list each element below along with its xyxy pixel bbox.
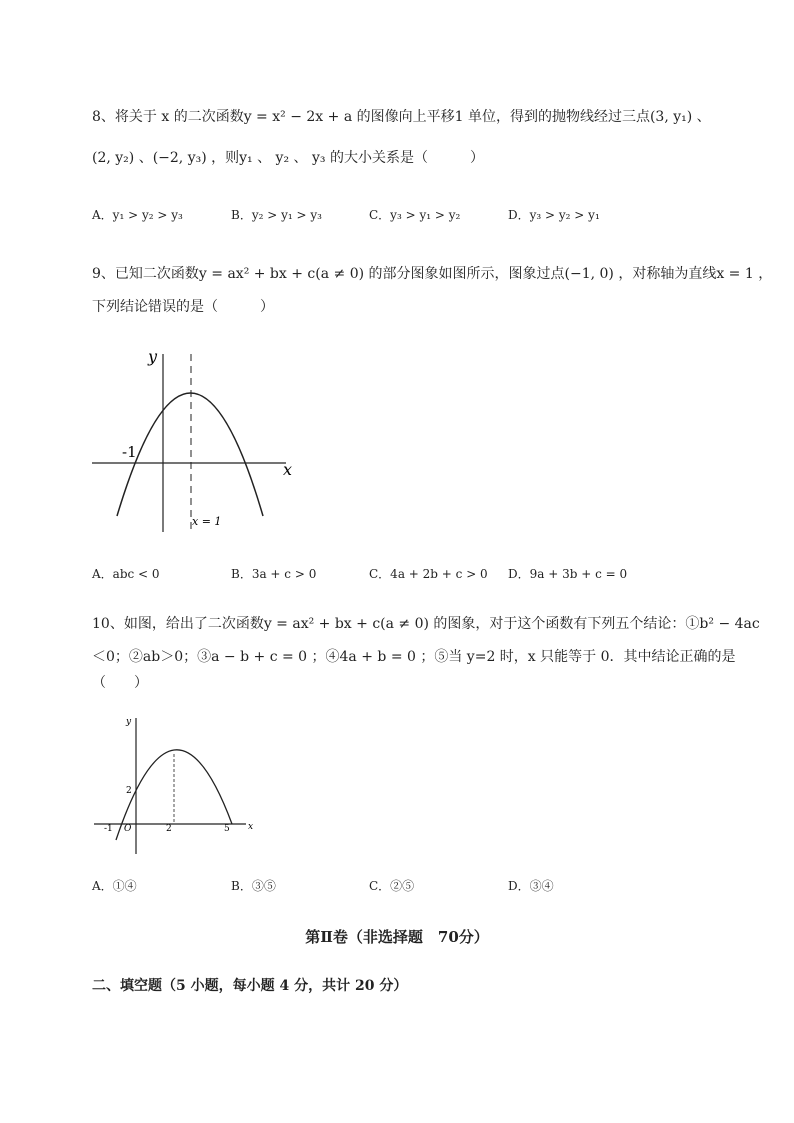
q9-option-d[interactable]: D．9a + 3b + c = 0 xyxy=(508,567,628,581)
q10-option-a[interactable]: A．①④ xyxy=(92,879,137,893)
q9-x-label: x xyxy=(283,460,293,479)
q10-vertex-x-label: 2 xyxy=(166,824,172,834)
q10-x-label: x xyxy=(248,822,254,832)
q9-option-a[interactable]: A．abc < 0 xyxy=(92,567,160,581)
q9-neg-one-label: -1 xyxy=(122,443,137,461)
q8-stem-line2: (2, y₂) 、(−2, y₃) ，则y₁ 、 y₂ 、 y₃ 的大小关系是（ ） xyxy=(92,150,484,166)
q10-stem-line3: （ ） xyxy=(92,675,148,691)
q10-stem-line1: 10、如图，给出了二次函数y = ax² + bx + c(a ≠ 0) 的图象，对于这个函数有下列五个结论：①b² − 4ac xyxy=(92,616,760,632)
q10-y-label: y xyxy=(126,717,132,727)
q10-parabola-graph xyxy=(92,712,262,858)
q8-option-c[interactable]: C．y₃ > y₁ > y₂ xyxy=(369,208,461,222)
q9-option-c[interactable]: C．4a + 2b + c > 0 xyxy=(369,567,488,581)
q10-neg-one-label: -1 xyxy=(104,824,113,834)
q9-stem-line2: 下列结论错误的是（ ） xyxy=(92,299,274,315)
q10-y-intercept-label: 2 xyxy=(126,786,132,796)
q10-origin-label: O xyxy=(124,824,132,834)
q10-option-d[interactable]: D．③④ xyxy=(508,879,554,893)
q10-stem-line2: ＜0；②ab＞0；③a − b + c = 0 ；④4a + b = 0 ；⑤当 y=2 时，x 只能等于 0．其中结论正确的是 xyxy=(92,649,736,665)
q8-option-d[interactable]: D．y₃ > y₂ > y₁ xyxy=(508,208,600,222)
q8-option-b[interactable]: B．y₂ > y₁ > y₃ xyxy=(231,208,322,222)
q8-option-a[interactable]: A．y₁ > y₂ > y₃ xyxy=(92,208,183,222)
q9-axis-label: x = 1 xyxy=(192,515,222,528)
q9-y-label: y xyxy=(148,347,158,366)
q10-option-b[interactable]: B．③⑤ xyxy=(231,879,276,893)
q9-stem-line1: 9、已知二次函数y = ax² + bx + c(a ≠ 0) 的部分图象如图所示，图象过点(−1, 0) ，对称轴为直线x = 1 ， xyxy=(92,266,773,282)
section2-title: 第Ⅱ卷（非选择题 70分） xyxy=(305,928,489,946)
q9-parabola-curve xyxy=(117,393,263,516)
q10-root-five-label: 5 xyxy=(224,824,230,834)
q10-option-c[interactable]: C．②⑤ xyxy=(369,879,415,893)
section2-subtitle: 二、填空题（5 小题，每小题 4 分，共计 20 分） xyxy=(92,978,408,994)
q8-stem-line1: 8、将关于 x 的二次函数y = x² − 2x + a 的图像向上平移1 单位，得到的抛物线经过三点(3, y₁) 、 xyxy=(92,109,711,125)
q9-option-b[interactable]: B．3a + c > 0 xyxy=(231,567,317,581)
q9-parabola-graph xyxy=(88,342,308,538)
